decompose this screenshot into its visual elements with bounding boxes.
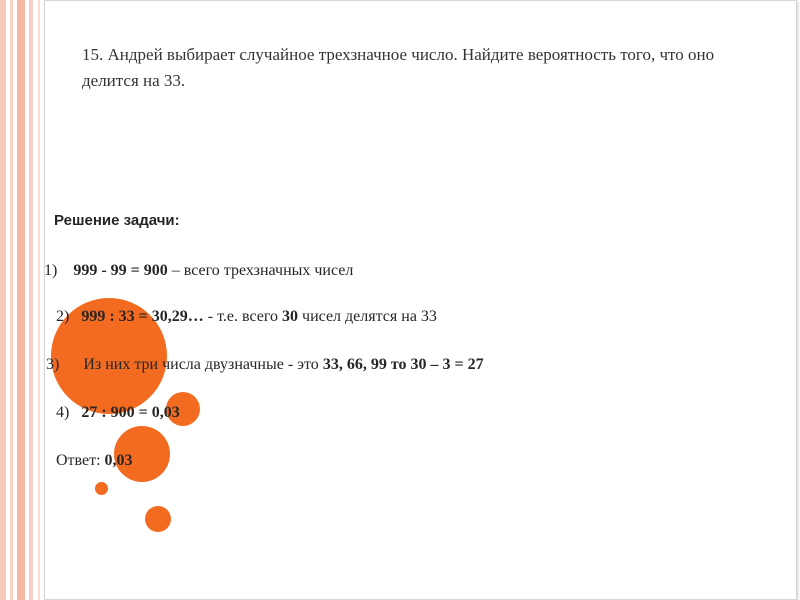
step-text: чисел делятся на 33 (298, 308, 437, 325)
problem-statement: 15. Андрей выбирает случайное трехзначное число. Найдите вероятность того, что оно делится на 33. (82, 45, 715, 90)
solution-step-3 (46, 356, 484, 374)
step-expression: 999 : 33 = 30,29… (81, 308, 204, 325)
step-number: 2) (56, 308, 70, 325)
step-number: 3) (46, 356, 60, 373)
solution-step-1 (44, 262, 353, 280)
decorative-stripe (10, 0, 13, 600)
step-bold-value: 33, 66, 99 то 30 – 3 = 27 (322, 356, 484, 373)
step-expression: 999 - 99 = 900 (73, 262, 168, 279)
decorative-circle-small (145, 506, 171, 532)
decorative-stripe (0, 0, 6, 600)
decorative-stripe (29, 0, 33, 600)
step-bold-value: 30 (282, 308, 299, 325)
answer-label: Ответ: (56, 452, 105, 469)
step-text: – всего трехзначных чисел (167, 262, 354, 279)
step-text: - т.е. всего (203, 308, 283, 325)
solution-step-4 (56, 404, 180, 422)
step-number: 4) (56, 404, 70, 421)
solution-step-2 (56, 308, 437, 326)
decorative-stripe (38, 0, 40, 600)
solution-heading: Решение задачи: (54, 212, 180, 229)
step-number: 1) (44, 262, 58, 279)
decorative-circle-dot (95, 482, 108, 495)
decorative-stripe (17, 0, 25, 600)
answer-line (56, 452, 133, 470)
answer-value: 0,03 (104, 452, 133, 469)
step-text: Из них три числа двузначные - это (83, 356, 323, 373)
step-expression: 27 : 900 = 0,03 (81, 404, 180, 421)
